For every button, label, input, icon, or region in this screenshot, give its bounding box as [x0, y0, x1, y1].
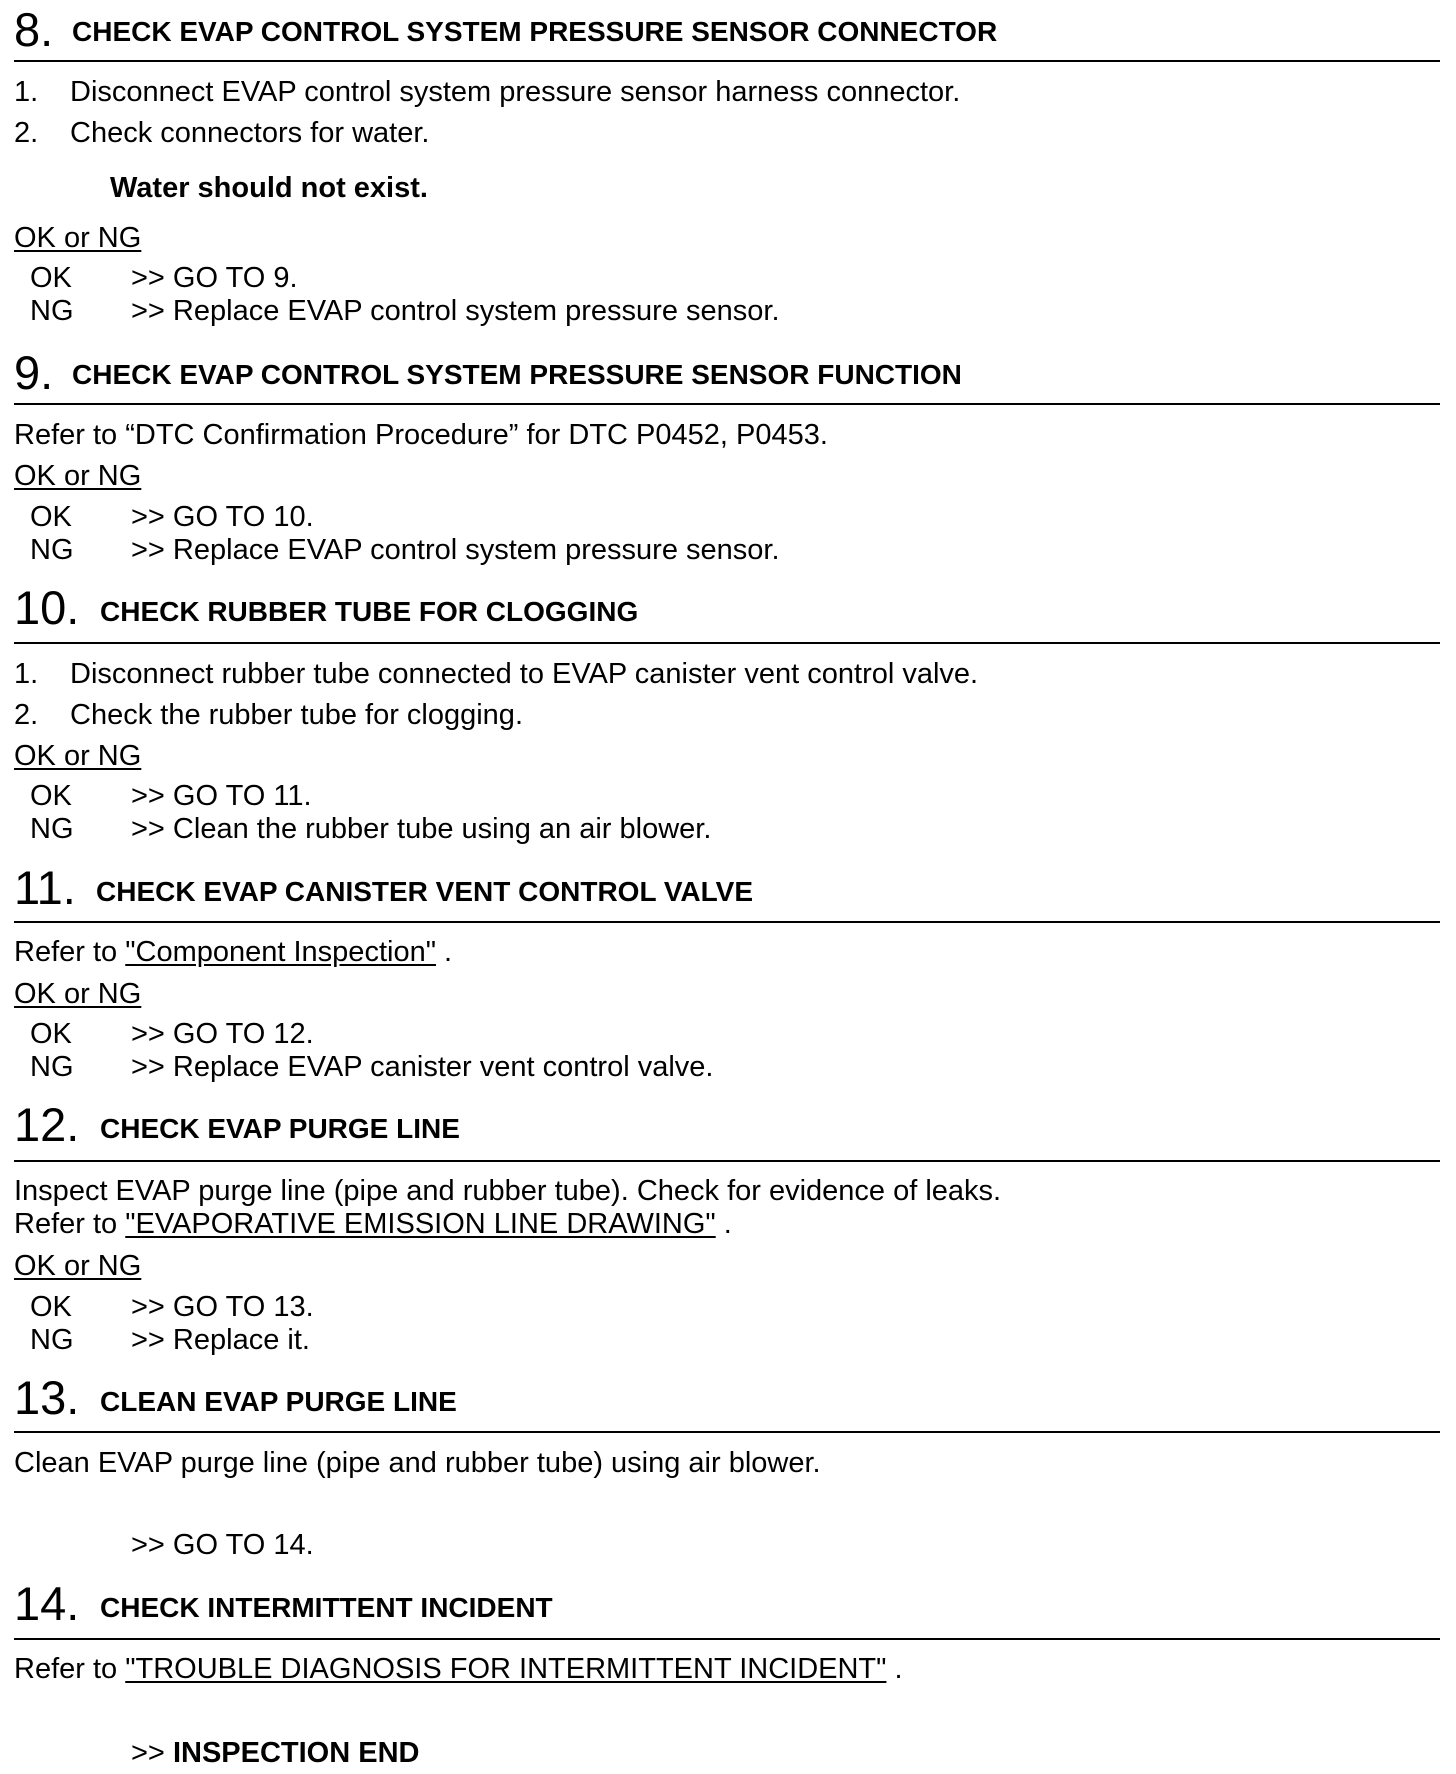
step-number-8: 8. [14, 3, 54, 56]
ok-or-ng-label: OK or NG [14, 222, 142, 254]
ok-label: OK [30, 1291, 72, 1323]
step-number-9: 9. [14, 346, 54, 399]
ng-label: NG [30, 1324, 74, 1356]
ng-label: NG [30, 295, 74, 327]
ok-or-ng-label: OK or NG [14, 1250, 142, 1282]
step-number-11: 11. [14, 861, 76, 914]
step-text: Disconnect rubber tube connected to EVAP canister vent control valve. [70, 658, 979, 690]
ng-action: >> Replace EVAP canister vent control valve. [131, 1051, 714, 1083]
component-inspection-link[interactable]: "Component Inspection" [125, 936, 436, 968]
trouble-diagnosis-intermittent-incident-link[interactable]: "TROUBLE DIAGNOSIS FOR INTERMITTENT INCIDENT" [125, 1653, 887, 1685]
refer-suffix: . [715, 1208, 732, 1240]
divider [14, 403, 1440, 405]
ok-action: >> GO TO 11. [131, 780, 312, 812]
ng-label: NG [30, 813, 74, 845]
step-number-10: 10. [14, 581, 80, 634]
step-number-14: 14. [14, 1577, 80, 1630]
divider [14, 1638, 1440, 1640]
inspection-end [131, 1736, 419, 1770]
ng-label: NG [30, 534, 74, 566]
ok-or-ng-label: OK or NG [14, 460, 142, 492]
step-index: 2. [14, 117, 39, 149]
refer-prefix: Refer to [14, 1208, 126, 1240]
step-number-13: 13. [14, 1371, 80, 1424]
ok-action: >> GO TO 12. [131, 1018, 314, 1050]
next-step-action: >> GO TO 14. [131, 1529, 314, 1561]
ok-or-ng-label: OK or NG [14, 740, 142, 772]
ng-action: >> Replace it. [131, 1324, 310, 1356]
end-text: INSPECTION END [172, 1737, 420, 1769]
divider [14, 921, 1440, 923]
instruction-text: Inspect EVAP purge line (pipe and rubber tube). Check for evidence of leaks. [14, 1175, 1002, 1207]
ok-action: >> GO TO 10. [131, 501, 314, 533]
step-index: 1. [14, 658, 39, 690]
refer-suffix: . [436, 936, 453, 968]
step-text: Disconnect EVAP control system pressure sensor harness connector. [70, 76, 961, 108]
ng-action: >> Replace EVAP control system pressure sensor. [131, 534, 780, 566]
divider [14, 1160, 1440, 1162]
section-12-heading: CHECK EVAP PURGE LINE [100, 1113, 460, 1144]
instruction-text: Clean EVAP purge line (pipe and rubber tube) using air blower. [14, 1447, 821, 1479]
refer-prefix: Refer to [14, 936, 126, 968]
section-14-heading: CHECK INTERMITTENT INCIDENT [100, 1592, 553, 1623]
divider [14, 1431, 1440, 1433]
section-8-heading: CHECK EVAP CONTROL SYSTEM PRESSURE SENSOR CONNECTOR [72, 16, 998, 47]
ng-action: >> Replace EVAP control system pressure sensor. [131, 295, 780, 327]
refer-prefix: Refer to [14, 1653, 126, 1685]
ok-or-ng-label: OK or NG [14, 978, 142, 1010]
evaporative-emission-line-drawing-link[interactable]: "EVAPORATIVE EMISSION LINE DRAWING" [125, 1208, 716, 1240]
ok-action: >> GO TO 13. [131, 1291, 314, 1323]
end-arrow: >> [131, 1737, 173, 1769]
divider [14, 60, 1440, 62]
ng-action: >> Clean the rubber tube using an air blower. [131, 813, 712, 845]
refer-line [14, 1652, 903, 1686]
ok-label: OK [30, 501, 72, 533]
refer-line [14, 935, 452, 969]
step-index: 2. [14, 699, 39, 731]
ng-label: NG [30, 1051, 74, 1083]
refer-suffix: . [886, 1653, 903, 1685]
step-number-12: 12. [14, 1098, 80, 1151]
ok-label: OK [30, 262, 72, 294]
step-index: 1. [14, 76, 39, 108]
section-11-heading: CHECK EVAP CANISTER VENT CONTROL VALVE [96, 876, 754, 907]
section-10-heading: CHECK RUBBER TUBE FOR CLOGGING [100, 596, 639, 627]
section-9-heading: CHECK EVAP CONTROL SYSTEM PRESSURE SENSOR FUNCTION [72, 359, 962, 390]
divider [14, 642, 1440, 644]
section-13-heading: CLEAN EVAP PURGE LINE [100, 1386, 457, 1417]
ok-label: OK [30, 780, 72, 812]
step-text: Check the rubber tube for clogging. [70, 699, 523, 731]
spec-note: Water should not exist. [110, 172, 428, 204]
instruction-text: Refer to “DTC Confirmation Procedure” for DTC P0452, P0453. [14, 419, 828, 451]
step-text: Check connectors for water. [70, 117, 430, 149]
ok-action: >> GO TO 9. [131, 262, 298, 294]
refer-line [14, 1207, 732, 1241]
ok-label: OK [30, 1018, 72, 1050]
